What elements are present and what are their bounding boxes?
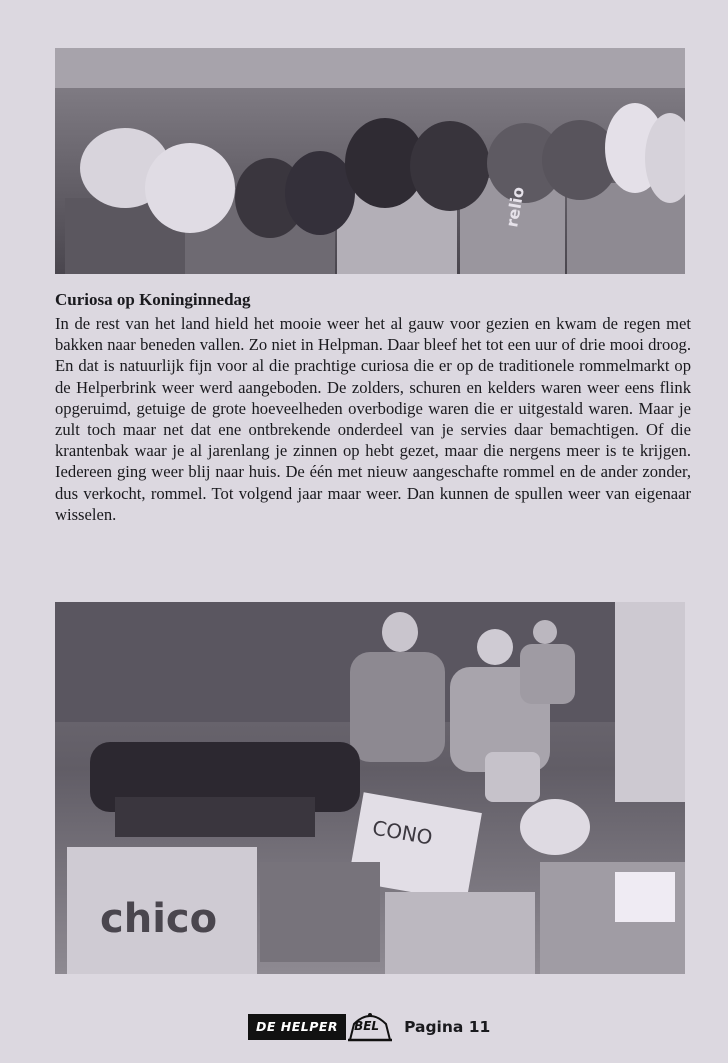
chico-box-label: chico — [100, 896, 218, 942]
de-helper-bel-logo — [248, 1014, 396, 1040]
logo-bel-text: BEL — [354, 1019, 380, 1033]
page-number: Pagina 11 — [404, 1018, 491, 1036]
article-heading: Curiosa op Koninginnedag — [55, 290, 251, 309]
cono-bag-label: CONO — [370, 815, 435, 850]
article-body: In de rest van het land hield het mooie weer het al gauw voor gezien en kwam de regen met bakken naar beneden vallen. Zo niet in Helpman. Daar bleef het tot een uur of drie mooi droog. En dat is natuurlijk fijn voor al die prachtige curiosa die er op de traditionele rommelmarkt op de Helperbrink weer werd aangeboden. De zolders, schuren en kelders waren weer eens flink opgeruimd, getuige de grote hoeveelheden overbodige waren die er uitgestald waren. Maar je zult toch maar net dat ene ontbrekende onderdeel van je servies daar bemachtigen. Of die krantenbak waar je al jarenlang je zinnen op hebt gezet, maar die nergens meer is te krijgen. Iedereen ging weer blij naar huis. De één met nieuw aangeschafte rommel en de ander zonder, dus verkocht, rommel. Tot volgend jaar maar weer. Dan kunnen de spullen weer van eigenaar wisselen. — [55, 314, 691, 524]
photo-shoes — [55, 48, 685, 274]
shoe-box-label: relio — [502, 185, 529, 229]
logo-de-helper: DE HELPER — [248, 1014, 346, 1040]
photo-market-image — [55, 602, 685, 974]
bell-icon — [344, 1012, 396, 1042]
photo-shoes-image — [55, 48, 685, 274]
photo-market — [55, 602, 685, 974]
page-footer — [248, 1012, 490, 1042]
